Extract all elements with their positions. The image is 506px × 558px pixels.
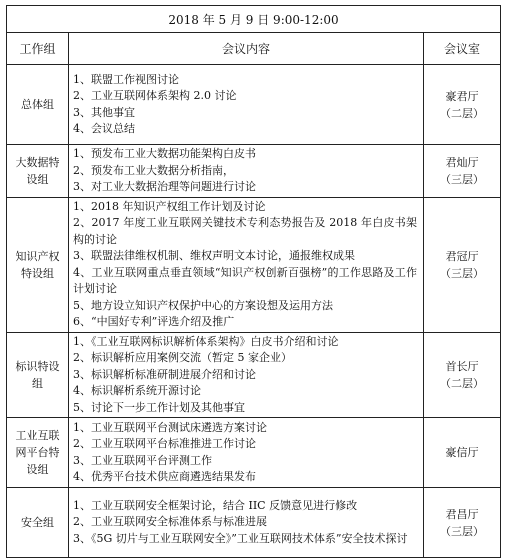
meeting-items — [69, 145, 424, 198]
group-name: 标识特设组 — [7, 332, 69, 418]
list-item: 2、工业互联网平台标准推进工作讨论 — [73, 437, 256, 450]
list-item: 4、会议总结 — [73, 122, 135, 135]
list-item: 4、工业互联网重点垂直领域“知识产权创新百强榜”的工作思路及工作计划讨论 — [73, 265, 417, 295]
header-content: 会议内容 — [69, 33, 424, 65]
list-item: 5、讨论下一步工作计划及其他事宜 — [73, 400, 245, 414]
list-item: 1、2018 年知识产权组工作计划及讨论 — [73, 199, 266, 213]
room-text: 豪君厅（二层） — [440, 89, 484, 120]
room-text: 君冠厅（三层） — [440, 249, 484, 280]
meeting-items — [69, 197, 424, 332]
header-group: 工作组 — [7, 33, 69, 65]
list-item: 3、联盟法律维权机制、维权声明文本讨论，通报维权成果 — [73, 249, 355, 262]
room-name — [424, 197, 501, 332]
group-name: 知识产权特设组 — [7, 197, 69, 332]
list-item: 2、2017 年度工业互联网关键技术专利态势报告及 2018 年白皮书架构的讨论 — [73, 216, 417, 246]
meeting-date-time: 2018 年 5 月 9 日 9:00-12:00 — [7, 6, 501, 33]
room-name — [424, 418, 501, 488]
list-item: 1、工业互联网平台测试床遴选方案讨论 — [73, 420, 267, 434]
group-name: 大数据特设组 — [7, 145, 69, 198]
list-item: 3、其他事宜 — [73, 105, 135, 119]
list-item: 1、预发布工业大数据功能架构白皮书 — [73, 147, 256, 160]
table-row — [7, 332, 501, 418]
meeting-items — [69, 332, 424, 418]
header-row — [7, 33, 501, 65]
table-row — [7, 145, 501, 198]
room-text: 君灿厅（三层） — [440, 155, 484, 186]
room-name — [424, 145, 501, 198]
list-item: 2、标识解析应用案例交流（暂定 5 家企业） — [73, 351, 292, 364]
list-item: 3、标识解析标准研制进展介绍和讨论 — [73, 367, 256, 381]
room-name — [424, 488, 501, 558]
room-name — [424, 65, 501, 145]
table-row — [7, 197, 501, 332]
room-text: 豪信厅 — [445, 446, 479, 459]
room-text: 首长厅（二层） — [440, 359, 484, 390]
list-item: 3、《5G 切片与工业互联网安全》”工业互联网技术体系”安全技术探讨 — [73, 531, 408, 545]
meeting-schedule-table — [6, 5, 501, 558]
list-item: 3、工业互联网平台评测工作 — [73, 453, 212, 467]
room-name — [424, 332, 501, 418]
list-item: 1、《工业互联网标识解析体系架构》白皮书介绍和讨论 — [73, 334, 339, 348]
list-item: 6、“中国好专利”评选介绍及推广 — [73, 315, 235, 328]
list-item: 4、标识解析系统开源讨论 — [73, 384, 201, 397]
list-item: 2、工业互联网体系架构 2.0 讨论 — [73, 89, 237, 102]
list-item: 1、联盟工作视图讨论 — [73, 72, 179, 86]
room-text: 君昌厅（三层） — [440, 507, 484, 538]
list-item: 2、工业互联网安全标准体系与标准进展 — [73, 515, 267, 529]
schedule-container — [6, 5, 501, 558]
group-name: 总体组 — [7, 65, 69, 145]
table-row — [7, 65, 501, 145]
header-room: 会议室 — [424, 33, 501, 65]
list-item: 1、工业互联网安全框架讨论，结合 IIC 反馈意见进行修改 — [73, 498, 358, 512]
group-name: 工业互联网平台特设组 — [7, 418, 69, 488]
group-name: 安全组 — [7, 488, 69, 558]
list-item: 2、预发布工业大数据分析指南， — [73, 163, 234, 177]
meeting-items — [69, 488, 424, 558]
list-item: 5、地方设立知识产权保护中心的方案设想及运用方法 — [73, 298, 333, 312]
table-row — [7, 418, 501, 488]
meeting-items — [69, 418, 424, 488]
table-row — [7, 488, 501, 558]
list-item: 4、优秀平台技术供应商遴选结果发布 — [73, 470, 256, 483]
date-row — [7, 6, 501, 33]
list-item: 3、对工业大数据治理等问题进行讨论 — [73, 180, 256, 193]
meeting-items — [69, 65, 424, 145]
